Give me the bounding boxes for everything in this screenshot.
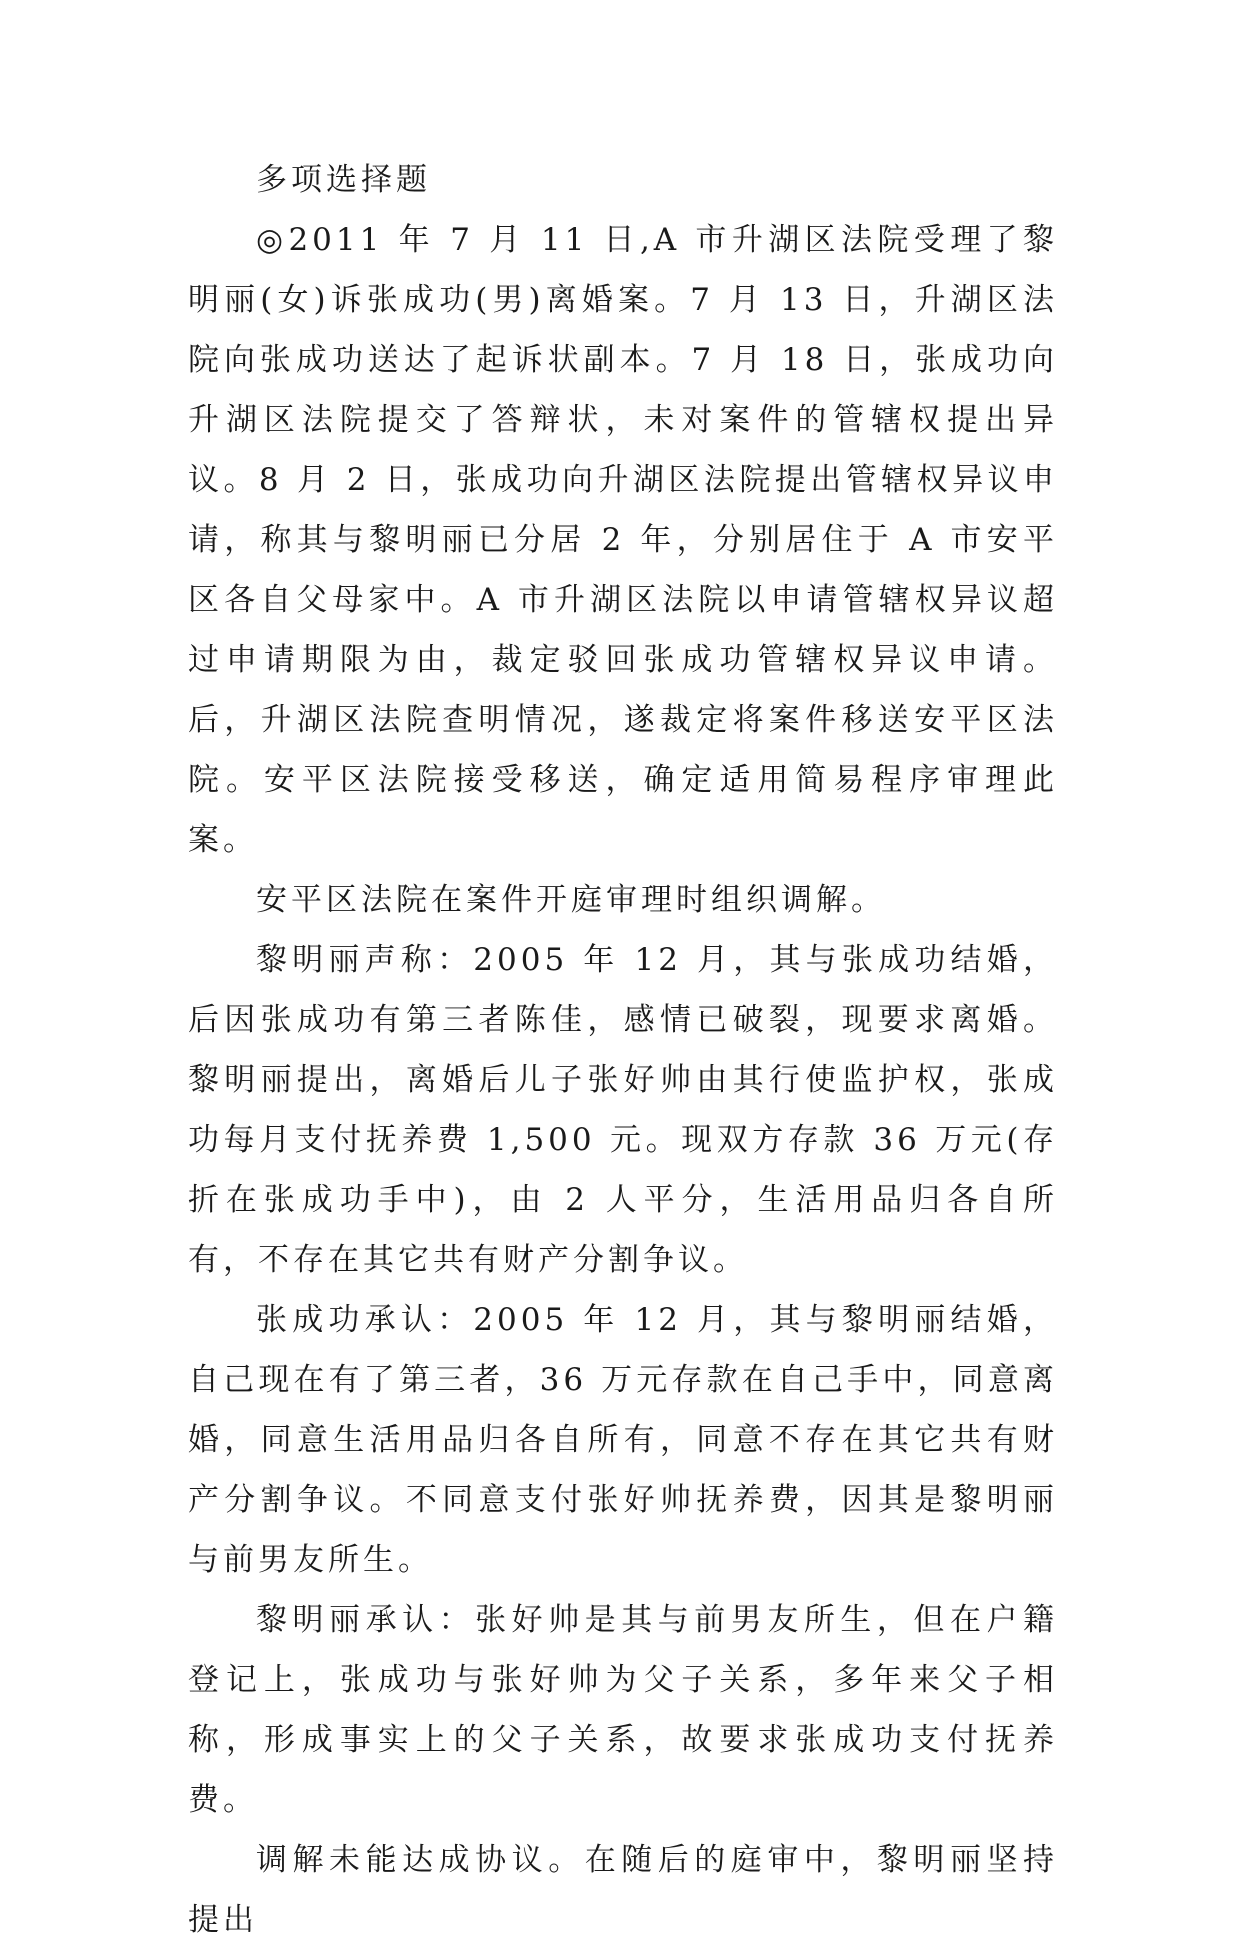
- defendant-response-paragraph: 张成功承认：2005 年 12 月，其与黎明丽结婚，自己现在有了第三者，36 万元存款在自己手中，同意离婚，同意生活用品归各自所有，同意不存在其它共有财产分割争议。不同意支付张好帅抚养费，因其是黎明丽与前男友所生。: [188, 1302, 1058, 1578]
- trial-paragraph: 调解未能达成协议。在随后的庭审中，黎明丽坚持提出: [188, 1842, 1058, 1938]
- plaintiff-admission-paragraph: 黎明丽承认：张好帅是其与前男友所生，但在户籍登记上，张成功与张好帅为父子关系，多年来父子相称，形成事实上的父子关系，故要求张成功支付抚养费。: [188, 1602, 1058, 1818]
- document-body: [188, 150, 1058, 1950]
- mediation-paragraph: 安平区法院在案件开庭审理时组织调解。: [256, 882, 886, 918]
- section-heading: 多项选择题: [256, 162, 431, 198]
- case-facts-paragraph: ◎2011 年 7 月 11 日,A 市升湖区法院受理了黎明丽(女)诉张成功(男)离婚案。7 月 13 日，升湖区法院向张成功送达了起诉状副本。7 月 18 日，张成功向升湖区法院提交了答辩状，未对案件的管辖权提出异议。8 月 2 日，张成功向升湖区法院提出管辖权异议申请，称其与黎明丽已分居 2 年，分别居住于 A 市安平区各自父母家中。A 市升湖区法院以申请管辖权异议超过申请期限为由，裁定驳回张成功管辖权异议申请。后，升湖区法院查明情况，遂裁定将案件移送安平区法院。安平区法院接受移送，确定适用简易程序审理此案。: [188, 222, 1058, 858]
- plaintiff-claim-paragraph: 黎明丽声称：2005 年 12 月，其与张成功结婚，后因张成功有第三者陈佳，感情已破裂，现要求离婚。黎明丽提出，离婚后儿子张好帅由其行使监护权，张成功每月支付抚养费 1,500 元。现双方存款 36 万元(存折在张成功手中)，由 2 人平分，生活用品归各自所有，不存在其它共有财产分割争议。: [188, 942, 1058, 1278]
